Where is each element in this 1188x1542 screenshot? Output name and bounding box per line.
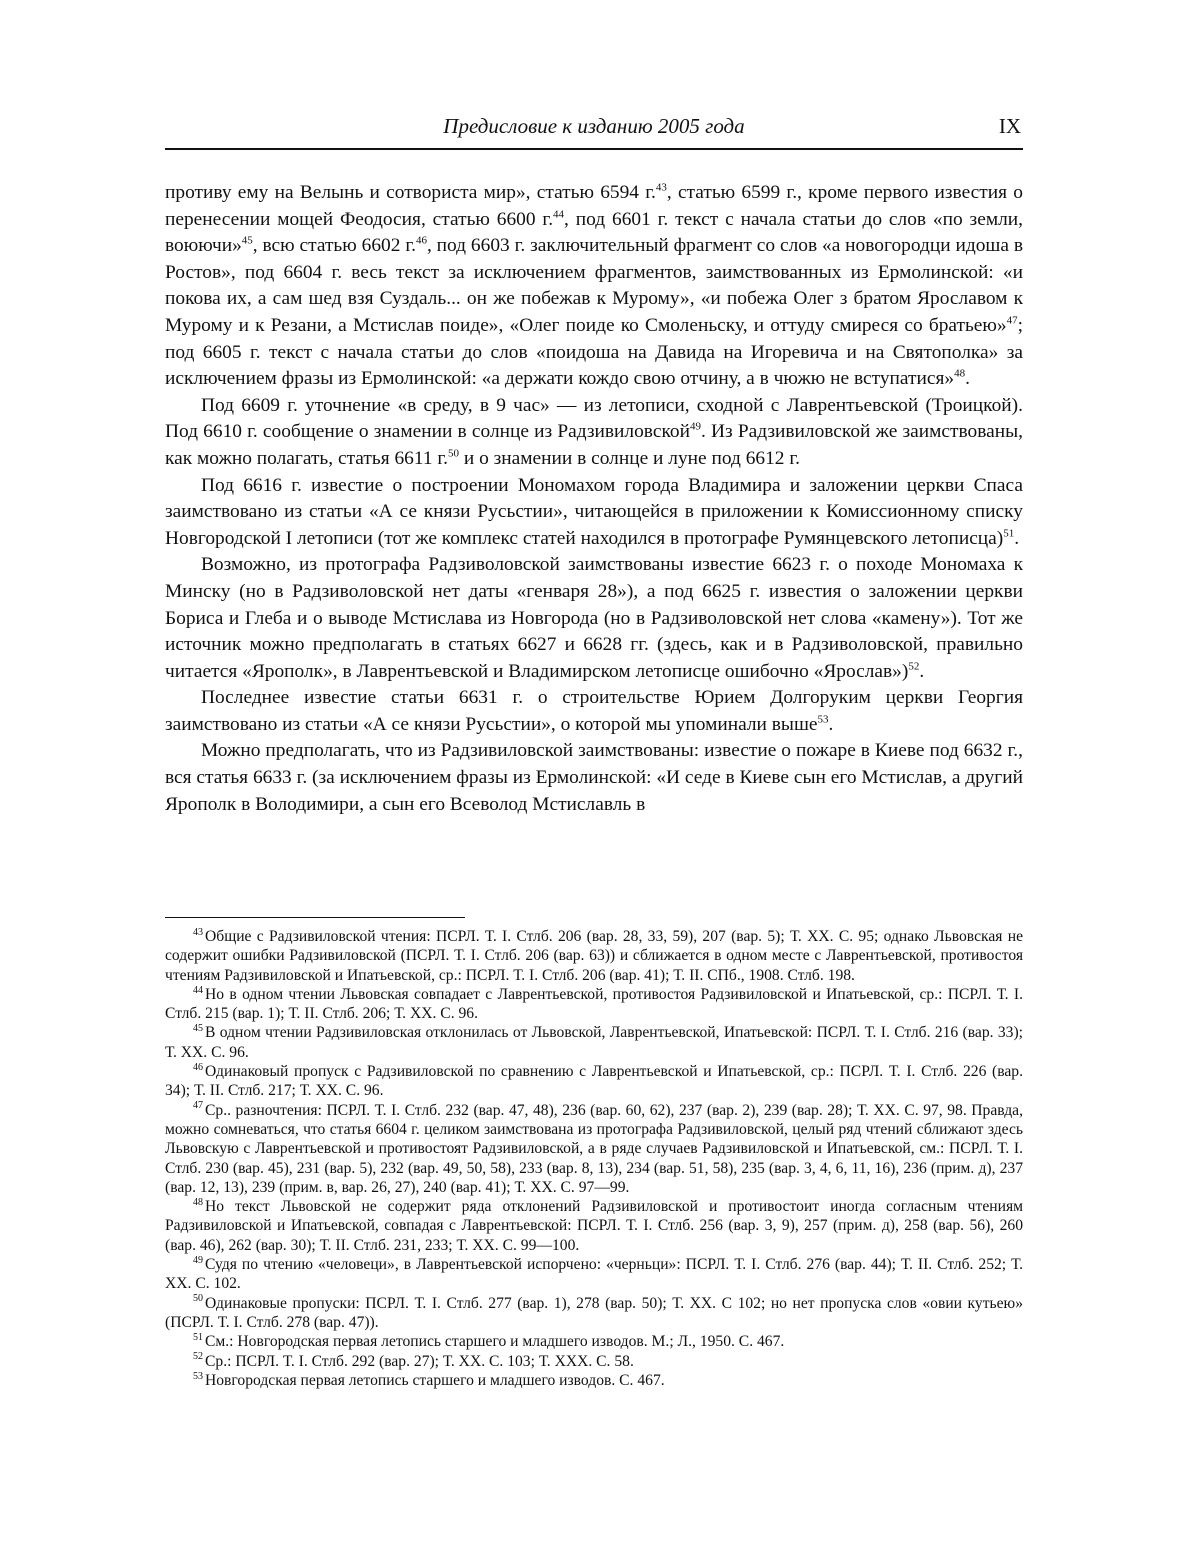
- text-run: Под 6609 г. уточнение «в среду, в 9 час» — из летописи, сходной с Лаврентьевской (Троицкой). Под 6610 г. сообщение о знамении в солнце из Радзивиловской: [165, 394, 1023, 443]
- footnote-number: 45: [193, 1023, 203, 1035]
- header-rule: [165, 148, 1023, 150]
- text-run: Последнее известие статьи 6631 г. о строительстве Юрием Долгоруким церкви Георгия заимствовано из статьи «А се князи Русьстии», о которой мы упоминали выше: [165, 687, 1023, 735]
- text-run: . Из Радзивиловской же заимствованы, как можно полагать, статья 6611 г.: [165, 421, 1023, 469]
- text-run: .: [919, 660, 925, 682]
- footnote-text: Новгородская первая летопись старшего и младшего изводов. С. 467.: [205, 1371, 665, 1389]
- footnotes: [165, 927, 1023, 1390]
- text-run: , статью 6599 г., кроме первого известия о перенесении мощей Феодосия, статью 6600 г.: [165, 182, 1023, 230]
- footnote-text: В одном чтении Радзивиловская отклонилась от Львовской, Лаврентьевской, Ипатьевской: ПСРЛ. Т. I. Стлб. 216 (вар. 33); Т. XX. С. 96.: [165, 1024, 1023, 1061]
- footnote-number: 46: [193, 1061, 203, 1073]
- footnote-separator: [165, 917, 465, 918]
- running-title: Предисловие к изданию 2005 года: [443, 114, 745, 138]
- footnote-text: Судя по чтению «человеци», в Лаврентьевской испорчено: «черньци»: ПСРЛ. Т. I. Стлб. 276 (вар. 44); Т. II. Стлб. 252; Т. XX. С. 102.: [165, 1256, 1023, 1293]
- footnote-ref-51: 51: [1003, 527, 1015, 540]
- footnote: [165, 1294, 1023, 1333]
- footnote-text: Общие с Радзивиловской чтения: ПСРЛ. Т. I. Стлб. 206 (вар. 28, 33, 59), 207 (вар. 5); Т. XX. С. 95; однако Львовская не содержит ошибки Радзивиловской (ПСРЛ. Т. I. Стлб. 206 (вар. 63)) и сближается в одном месте с Лаврентьевской, противостоя чтениям Радзивиловской и Ипатьевской, ср.: ПСРЛ. Т. I. Стлб. 206 (вар. 41); Т. II. СПб., 1908. Стлб. 198.: [165, 928, 1023, 984]
- text-run: Возможно, из протографа Радзиволовской заимствованы известие 6623 г. о походе Мономаха к Минску (но в Радзиволовской нет даты «генваря 28»), а под 6625 г. известия о заложении церкви Бориса и Глеба и о выводе Мстислава из Новгорода (но в Радзиволовской нет слова «камену»). Тот же источник можно предполагать в статьях 6627 и 6628 гг. (здесь, как и в Радзиволовской, правильно читается «Ярополк», в Лаврентьевской и Владимирском летописце ошибочно «Ярослав»): [165, 554, 1023, 682]
- footnote-number: 44: [193, 984, 203, 996]
- footnote-number: 48: [193, 1196, 203, 1208]
- footnote-number: 51: [193, 1332, 203, 1344]
- footnote-text: Но текст Львовской не содержит ряда отклонений Радзивиловской и противостоит иногда согласным чтениям Радзивиловской и Ипатьевской, совпадая с Лаврентьевской: ПСРЛ. Т. I. Стлб. 256 (вар. 3, 9), 257 (прим. д), 258 (вар. 56), 260 (вар. 46), 262 (вар. 30); Т. II. Стлб. 231, 233; Т. XX. С. 99—100.: [165, 1198, 1023, 1254]
- paragraph-6: [165, 738, 1023, 818]
- text-run: .: [1014, 527, 1020, 549]
- footnote: [165, 1332, 1023, 1351]
- footnote-ref-44: 44: [553, 208, 565, 221]
- footnote: [165, 1255, 1023, 1294]
- text-run: .: [828, 713, 834, 735]
- footnote-number: 50: [193, 1293, 203, 1305]
- footnote: [165, 1197, 1023, 1255]
- footnote-text: Но в одном чтении Львовская совпадает с Лаврентьевской, противостоя Радзивиловской и Ипатьевской, ср.: ПСРЛ. Т. I. Стлб. 215 (вар. 1); Т. II. Стлб. 206; Т. XX. С. 96.: [165, 985, 1023, 1023]
- footnote-ref-43: 43: [655, 181, 667, 194]
- text-run: противу ему на Велынь и сотвориста мир», статью 6594 г.: [165, 182, 656, 203]
- footnote-ref-47: 47: [1006, 314, 1018, 327]
- footnote-ref-53: 53: [817, 713, 829, 726]
- footnote-number: 43: [193, 926, 203, 938]
- footnote-text: Ср.: ПСРЛ. Т. I. Стлб. 292 (вар. 27); Т. XX. С. 103; Т. XXX. С. 58.: [205, 1352, 634, 1370]
- text-run: .: [965, 368, 970, 390]
- paragraph-3: [165, 473, 1023, 553]
- text-run: и о знамении в солнце и луне под 6612 г.: [459, 447, 800, 469]
- footnote-number: 53: [193, 1370, 203, 1382]
- paragraph-2: [165, 393, 1023, 473]
- text-run: , всю статью 6602 г.: [252, 235, 416, 257]
- footnote: [165, 985, 1023, 1024]
- footnote: [165, 927, 1023, 985]
- text-run: Под 6616 г. известие о построении Мономахом города Владимира и заложении церкви Спаса заимствовано из статьи «А се князи Русьстии», читающейся в приложении к Комиссионному списку Новгородской I летописи (тот же комплекс статей находился в протографе Румянцевского летописца): [165, 474, 1023, 549]
- footnote-text: Одинаковый пропуск с Радзивиловской по сравнению с Лаврентьевской и Ипатьевской, ср.: ПСРЛ. Т. I. Стлб. 226 (вар. 34); Т. II. Стлб. 217; Т. XX. С. 96.: [165, 1063, 1023, 1100]
- footnote-ref-50: 50: [448, 447, 459, 460]
- footnote: [165, 1062, 1023, 1101]
- text-run: , под 6603 г. заключительный фрагмент со слов «а новогородци идоша в Ростов», под 6604 г. весь текст за исключением фрагментов, заимствованных из Ермолинской: «и покова их, а сам шед взя Суздаль... он же побежав к Мурому», «и побежа Олег з братом Ярославом к Мурому и к Резани, а Мстислав поиде», «Олег поиде ко Смоленьску, и оттуду смиреся со братьею»: [165, 235, 1023, 336]
- footnote-ref-48: 48: [954, 367, 966, 380]
- footnote: [165, 1371, 1023, 1390]
- footnote: [165, 1352, 1023, 1371]
- footnote: [165, 1101, 1023, 1197]
- page-header: [165, 112, 1023, 148]
- footnote: [165, 1023, 1023, 1062]
- footnote-number: 47: [193, 1100, 203, 1112]
- footnote-ref-49: 49: [689, 420, 701, 433]
- paragraph-4: [165, 552, 1023, 685]
- text-run: ; под 6605 г. текст с начала статьи до слов «поидоша на Давида на Игоревича и на Святополка» за исключением фразы из Ермолинской: «а держати кождо свою отчину, а в чюжю не вступатися»: [165, 314, 1023, 390]
- footnote-ref-46: 46: [415, 234, 427, 247]
- footnote-ref-45: 45: [241, 234, 253, 247]
- page-number: IX: [998, 114, 1021, 138]
- paragraph-1: [165, 180, 1023, 393]
- footnote-number: 52: [193, 1351, 203, 1363]
- footnote-text: См.: Новгородская первая летопись старшего и младшего изводов. М.; Л., 1950. С. 467.: [205, 1333, 785, 1351]
- footnote-text: Одинаковые пропуски: ПСРЛ. Т. I. Стлб. 277 (вар. 1), 278 (вар. 50); Т. XX. С 102; но нет пропуска слов «овии кутьею» (ПСРЛ. Т. I. Стлб. 278 (вар. 47)).: [165, 1294, 1023, 1331]
- paragraph-5: [165, 685, 1023, 738]
- text-run: , под 6601 г. текст с начала статьи до слов «по земли, воюючи»: [165, 208, 1023, 257]
- footnote-number: 49: [193, 1254, 203, 1266]
- footnote-text: Ср.. разночтения: ПСРЛ. Т. I. Стлб. 232 (вар. 47, 48), 236 (вар. 60, 62), 237 (вар. 2), 239 (вар. 28); Т. XX. С. 97, 98. Правда, можно сомневаться, что статья 6604 г. целиком заимствована из протографа Радзивиловской, целый ряд чтений сближают здесь Львовскую с Лаврентьевской и противостоят Радзивиловской, а в ряде случаев Радзивиловской и Ипатьевской, см.: ПСРЛ. Т. I. Стлб. 230 (вар. 45), 231 (вар. 5), 232 (вар. 49, 50, 58), 233 (вар. 8, 13), 234 (вар. 51, 58), 235 (вар. 3, 4, 6, 11, 16), 236 (прим. д), 237 (вар. 12, 13), 239 (прим. в, вар. 26, 27), 240 (вар. 41); Т. XX. С. 97—99.: [165, 1101, 1023, 1196]
- footnote-ref-52: 52: [908, 660, 920, 673]
- main-text: [165, 180, 1023, 818]
- text-run: Можно предполагать, что из Радзивиловской заимствованы: известие о пожаре в Киеве под 6632 г., вся статья 6633 г. (за исключением фразы из Ермолинской: «И седе в Киеве сын его Мстислав, а другий Ярополк в Володимири, а сын его Всеволод Мстиславль в: [165, 740, 1023, 815]
